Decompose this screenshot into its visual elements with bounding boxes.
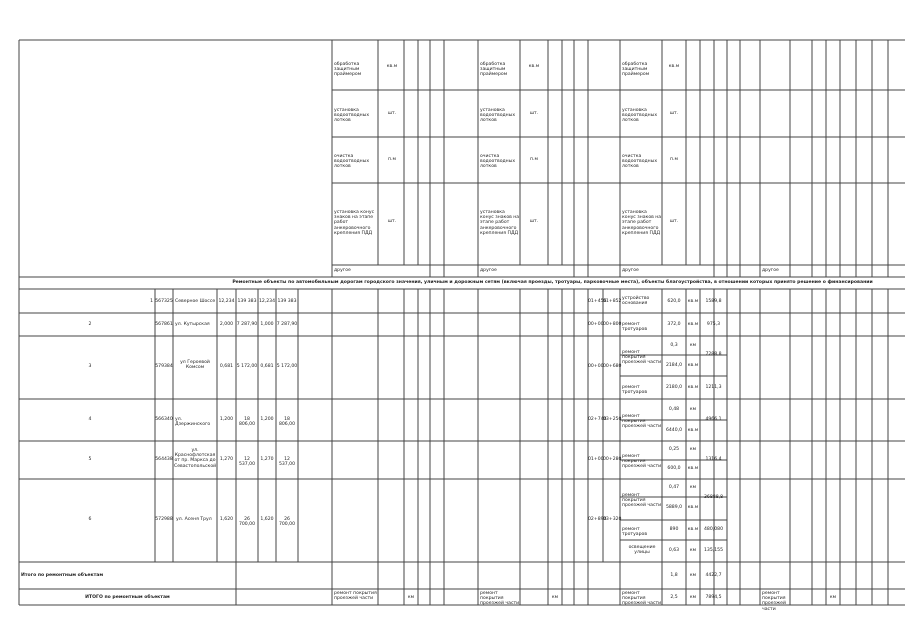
row-4-d: 18 806,00 [278,417,296,428]
row-3-unit3: кв.м [687,385,699,390]
row-2-km: 00+00 [588,322,604,327]
row-5-qty: 0,25 [668,447,680,452]
row-5-code: 564438 [155,457,173,462]
row-3-km: 00+00 [588,364,604,369]
top-block-1-name: обработка защитным праймером [334,62,362,78]
row-1-km2: 01+852 [603,299,622,304]
subtotal-unit: км [689,573,697,578]
top-block-2-name-c: установка водоотводных лотков [622,108,658,124]
row-2-street: ул. Кутырская [175,322,210,327]
top-block-1-unit-b: кв.м [528,64,540,69]
top-block-4-unit-c: шт. [669,219,679,224]
row-1-d: 139 383 [277,299,297,304]
row-3-work: ремонт покрытия проезжей части [622,350,662,366]
row-4-num: 4 [88,417,92,422]
row-5-work: ремонт покрытия проезжей части [622,454,662,470]
row-2-km2: 00+800 [603,322,622,327]
row-6-c: 1,620 [260,517,274,522]
subtotal-qty: 1,8 [670,573,678,578]
row-5-qty2: 600,0 [667,466,681,471]
row-1-street: Северное Шоссе [175,299,216,304]
row-6-a: 1,620 [219,517,234,522]
top-block-3-unit-c: п.м [670,157,678,162]
top-block-4-name: установка конус знаков на этапе работ анкеровочного крепления ПДД [334,210,375,236]
row-6-sum: 36888,8 [704,495,723,500]
row-5-unit2: кв.м [687,466,699,471]
total-label: ИТОГО по ремонтным объектам [85,595,170,600]
row-4-sum: 4966,1 [705,417,722,422]
row-2-b: 7 287,90 [236,322,258,327]
row-4-street: ул. Дзержинского [175,417,211,428]
row-6-num: 6 [88,517,92,522]
row-3-code: 579384 [155,364,173,369]
top-block-1-unit-c: кв.м [668,64,680,69]
row-4-km: 02+740 [588,417,607,422]
row-2-unit: кв.м [687,322,699,327]
row-4-c: 1,200 [260,417,274,422]
top-block-4-unit: шт. [387,219,397,224]
section-title: Ремонтные объекты по автомобильным дорогам городского значения, уличным и дорожным сетям (включая проезды, тротуары, парковочные места), объекты благоустройства, в отношении которых принято решение о финансировании [232,280,873,285]
top-block-3-name-b: очистка водоотводных лотков [480,154,516,170]
row-6-km: 02+890 [588,517,607,522]
total-sum: 7894,5 [705,595,722,600]
top-block-2-name: установка водоотводных лотков [334,108,370,124]
row-6-qty2: 5889,0 [665,505,683,510]
total-unit3: км [689,595,697,600]
top-block-3-name: очистка водоотводных лотков [334,154,370,170]
row-2-d: 7 287,90 [276,322,298,327]
row-2-code: 567861 [155,322,173,327]
row-1-sum: 1589,8 [705,299,722,304]
row-5-unit: км [689,447,697,452]
row-6-unit3: кв.м [687,527,699,532]
row-3-unit2: кв.м [687,363,699,368]
total-col2: ремонт покрытия проезжей части [480,591,520,607]
row-2-work: ремонт тротуаров [622,322,648,333]
row-6-qty4: 0,63 [668,548,680,553]
top-block-4-name-c: установка конус знаков на этапе работ анкеровочного крепления ПДД [622,210,662,236]
row-1-num: 1 [150,299,153,304]
row-6-street: ул. Асеня Трул [176,517,212,522]
top-block-1-unit: кв.м [386,64,398,69]
row-4-qty: 0,48 [668,407,680,412]
row-6-qty3: 890 [669,527,679,532]
row-6-sum3: 135,155 [704,548,723,553]
row-6-work: ремонт покрытия проезжей части [622,493,662,509]
row-6-unit: км [689,485,697,490]
row-5-num: 5 [88,457,92,462]
top-block-4-unit-b: шт. [529,219,539,224]
row-6-unit2: кв.м [687,505,699,510]
row-4-a: 1,200 [219,417,234,422]
top-block-2-unit-c: шт. [669,111,679,116]
total-qty: 2,5 [670,595,678,600]
row-6-work3: освещение улицы [628,545,656,556]
total-unit1: км [407,595,415,600]
row-6-qty: 0,47 [668,485,680,490]
row-3-b: 5 172,00 [236,364,258,369]
row-6-b: 26 700,00 [238,517,256,528]
row-1-b: 139 383 [237,299,257,304]
row-4-qty2: 6440,0 [665,428,683,433]
total-unit2: км [551,595,559,600]
row-6-code: 572988 [155,517,173,522]
row-5-d: 12 537,00 [278,457,296,468]
top-block-2-unit-b: шт. [529,111,539,116]
other-label-4: другое [762,268,779,273]
row-3-num: 3 [88,364,92,369]
row-1-qty: 620,0 [667,299,681,304]
row-3-km2: 00+680 [603,364,622,369]
row-3-qty: 0,3 [670,343,678,348]
row-1-a: 12,234 [218,299,235,304]
subtotal-sum: 4422,7 [705,573,722,578]
top-block-3-unit-b: п.м [530,157,538,162]
row-3-work2: ремонт тротуаров [622,385,648,396]
row-1-km: 01+456 [588,299,607,304]
row-3-sum: 7288,8 [705,352,722,357]
row-2-qty: 372,0 [667,322,681,327]
row-1-work: устройство основания [622,296,650,307]
row-6-d: 26 700,00 [278,517,296,528]
other-label-2: другое [480,268,497,273]
other-label-3: другое [622,268,639,273]
row-3-qty2: 2184,0 [665,363,683,368]
subtotal-label: Итого по ремонтным объектам [21,573,104,578]
row-4-unit: км [689,407,697,412]
row-5-b: 12 537,00 [238,457,256,468]
row-6-work2: ремонт тротуаров [622,527,648,538]
row-1-c: 12,234 [258,299,276,304]
row-2-c: 1,000 [260,322,274,327]
top-block-4-name-b: установка конус знаков на этапе работ анкеровочного крепления ПДД [480,210,520,236]
row-6-km2: 03+320 [603,517,622,522]
row-2-num: 2 [88,322,92,327]
row-2-a: 2,000 [219,322,234,327]
row-5-sum: 1316,4 [705,457,722,462]
row-3-unit: км [689,343,697,348]
row-3-qty3: 2180,0 [665,385,683,390]
row-5-street: ул. Краснофлотская от пр. Маркса до Севастопольской [174,448,217,469]
row-5-km2: 00+280 [603,457,622,462]
top-block-2-name-b: установка водоотводных лотков [480,108,516,124]
top-block-1-name-c: обработка защитным праймером [622,62,650,78]
top-block-3-name-c: очистка водоотводных лотков [622,154,658,170]
row-6-sum2: 480,080 [704,527,723,532]
row-4-work: ремонт покрытия проезжей части [622,414,662,430]
total-col4: ремонт покрытия проезжей части [762,591,786,612]
row-3-street: ул Героевой Комсом [180,360,210,371]
row-1-code: 567325 [155,299,173,304]
row-1-unit: кв.м [687,299,699,304]
row-3-c: 0,681 [260,364,274,369]
row-4-unit2: кв.м [687,428,699,433]
row-4-code: 566340 [155,417,173,422]
total-col3: ремонт покрытия проезжей части [622,591,662,607]
row-4-b: 18 806,00 [238,417,256,428]
other-label-1: другое [334,268,351,273]
row-5-a: 1,270 [219,457,234,462]
row-6-unit4: км [689,548,697,553]
row-3-a: 0,681 [219,364,234,369]
total-col1: ремонт покрытия проезжей части [334,591,377,602]
row-3-sum2: 1211,3 [705,385,722,390]
row-4-km2: 03+250 [603,417,622,422]
total-unit4: км [829,595,837,600]
row-5-km: 01+00 [588,457,604,462]
row-2-sum: 975,3 [706,322,721,327]
top-block-3-unit: п.м [388,157,396,162]
top-block-1-name-b: обработка защитным праймером [480,62,508,78]
row-5-c: 1,270 [260,457,274,462]
row-3-d: 5 172,00 [276,364,298,369]
top-block-2-unit: шт. [387,111,397,116]
